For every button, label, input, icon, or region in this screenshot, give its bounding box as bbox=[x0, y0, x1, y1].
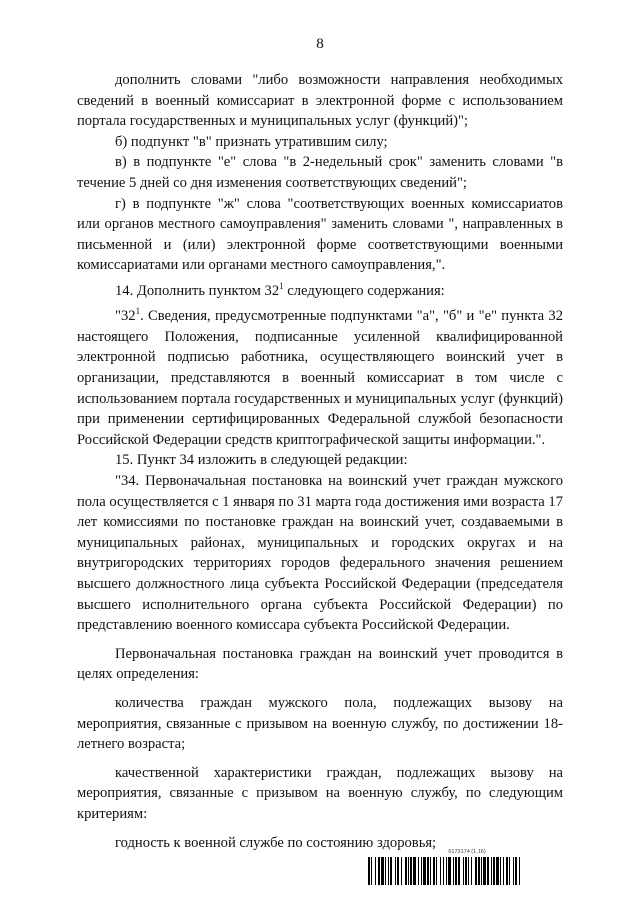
barcode-icon bbox=[368, 857, 566, 885]
paragraph-5-superscript: 1 bbox=[279, 280, 284, 291]
document-body bbox=[77, 70, 563, 853]
barcode-code: 6173174 (1.16) bbox=[448, 849, 486, 855]
paragraph-6-text: "32 bbox=[115, 308, 136, 325]
paragraph-4: г) в подпункте "ж" слова "соответствующих военных комиссариатов или органов местного самоуправления" заменить словами ", направленных в письменной и (или) электронной форме соответствующими военными комиссариатами или органами местного самоуправления,". bbox=[77, 195, 563, 274]
paragraph-3: в) в подпункте "е" слова "в 2-недельный срок" заменить словами "в течение 5 дней со дня изменения соответствующих сведений"; bbox=[77, 154, 563, 191]
paragraph-7: 15. Пункт 34 изложить в следующей редакции: bbox=[115, 452, 408, 469]
paragraph-12: годность к военной службе по состоянию здоровья; bbox=[115, 834, 437, 851]
paragraph-2: б) подпункт "в" признать утратившим силу; bbox=[115, 133, 388, 150]
paragraph-9: Первоначальная постановка граждан на воинский учет проводится в целях определения: bbox=[77, 645, 563, 683]
paragraph-6-superscript: 1 bbox=[135, 306, 141, 317]
paragraph-11: качественной характеристики граждан, подлежащих вызову на мероприятия, связанные с призывом на военную службу, по следующим критериям: bbox=[77, 764, 563, 822]
paragraph-1: дополнить словами "либо возможности направления необходимых сведений в военный комиссариат в электронной форме с использованием портала государственных и муниципальных услуг (функций)"; bbox=[77, 72, 563, 130]
paragraph-6 bbox=[77, 301, 563, 450]
paragraph-10: количества граждан мужского пола, подлежащих вызову на мероприятия, связанные с призывом на военную службу, по достижении 18-летнего возраста; bbox=[77, 694, 563, 753]
paragraph-5-text-after: следующего содержания: bbox=[283, 282, 445, 299]
paragraph-6-text-after: . Сведения, предусмотренные подпунктами "а", "б" и "е" пункта 32 настоящего Положения, подписанные усиленной квалифицированной электронной подписью работника, осуществляющего воинский учет в организации, представляются в военный комиссариат в том числе с использованием портала государственных и муниципальных услуг (функций) при применении сертифицированных Федеральной службой безопасности Российской Федерации средств криптографической защиты информации.". bbox=[77, 308, 563, 448]
document-footer bbox=[368, 849, 566, 885]
paragraph-8: "34. Первоначальная постановка на воинский учет граждан мужского пола осуществляется с 1 января по 31 марта года достижения ими возраста 17 лет комиссиями по постановке граждан на воинский учет, создаваемыми в муниципальных районах, муниципальных и городских округах и на внутригородских территориях городов федерального значения решением высшего должностного лица субъекта Российской Федерации (председателя высшего исполнительного органа субъекта Российской Федерации) по представлению военного комиссара субъекта Российской Федерации. bbox=[77, 473, 563, 634]
paragraph-5-text: 14. Дополнить пунктом 32 bbox=[115, 282, 280, 299]
paragraph-5 bbox=[77, 276, 563, 301]
page-number: 8 bbox=[316, 36, 324, 52]
